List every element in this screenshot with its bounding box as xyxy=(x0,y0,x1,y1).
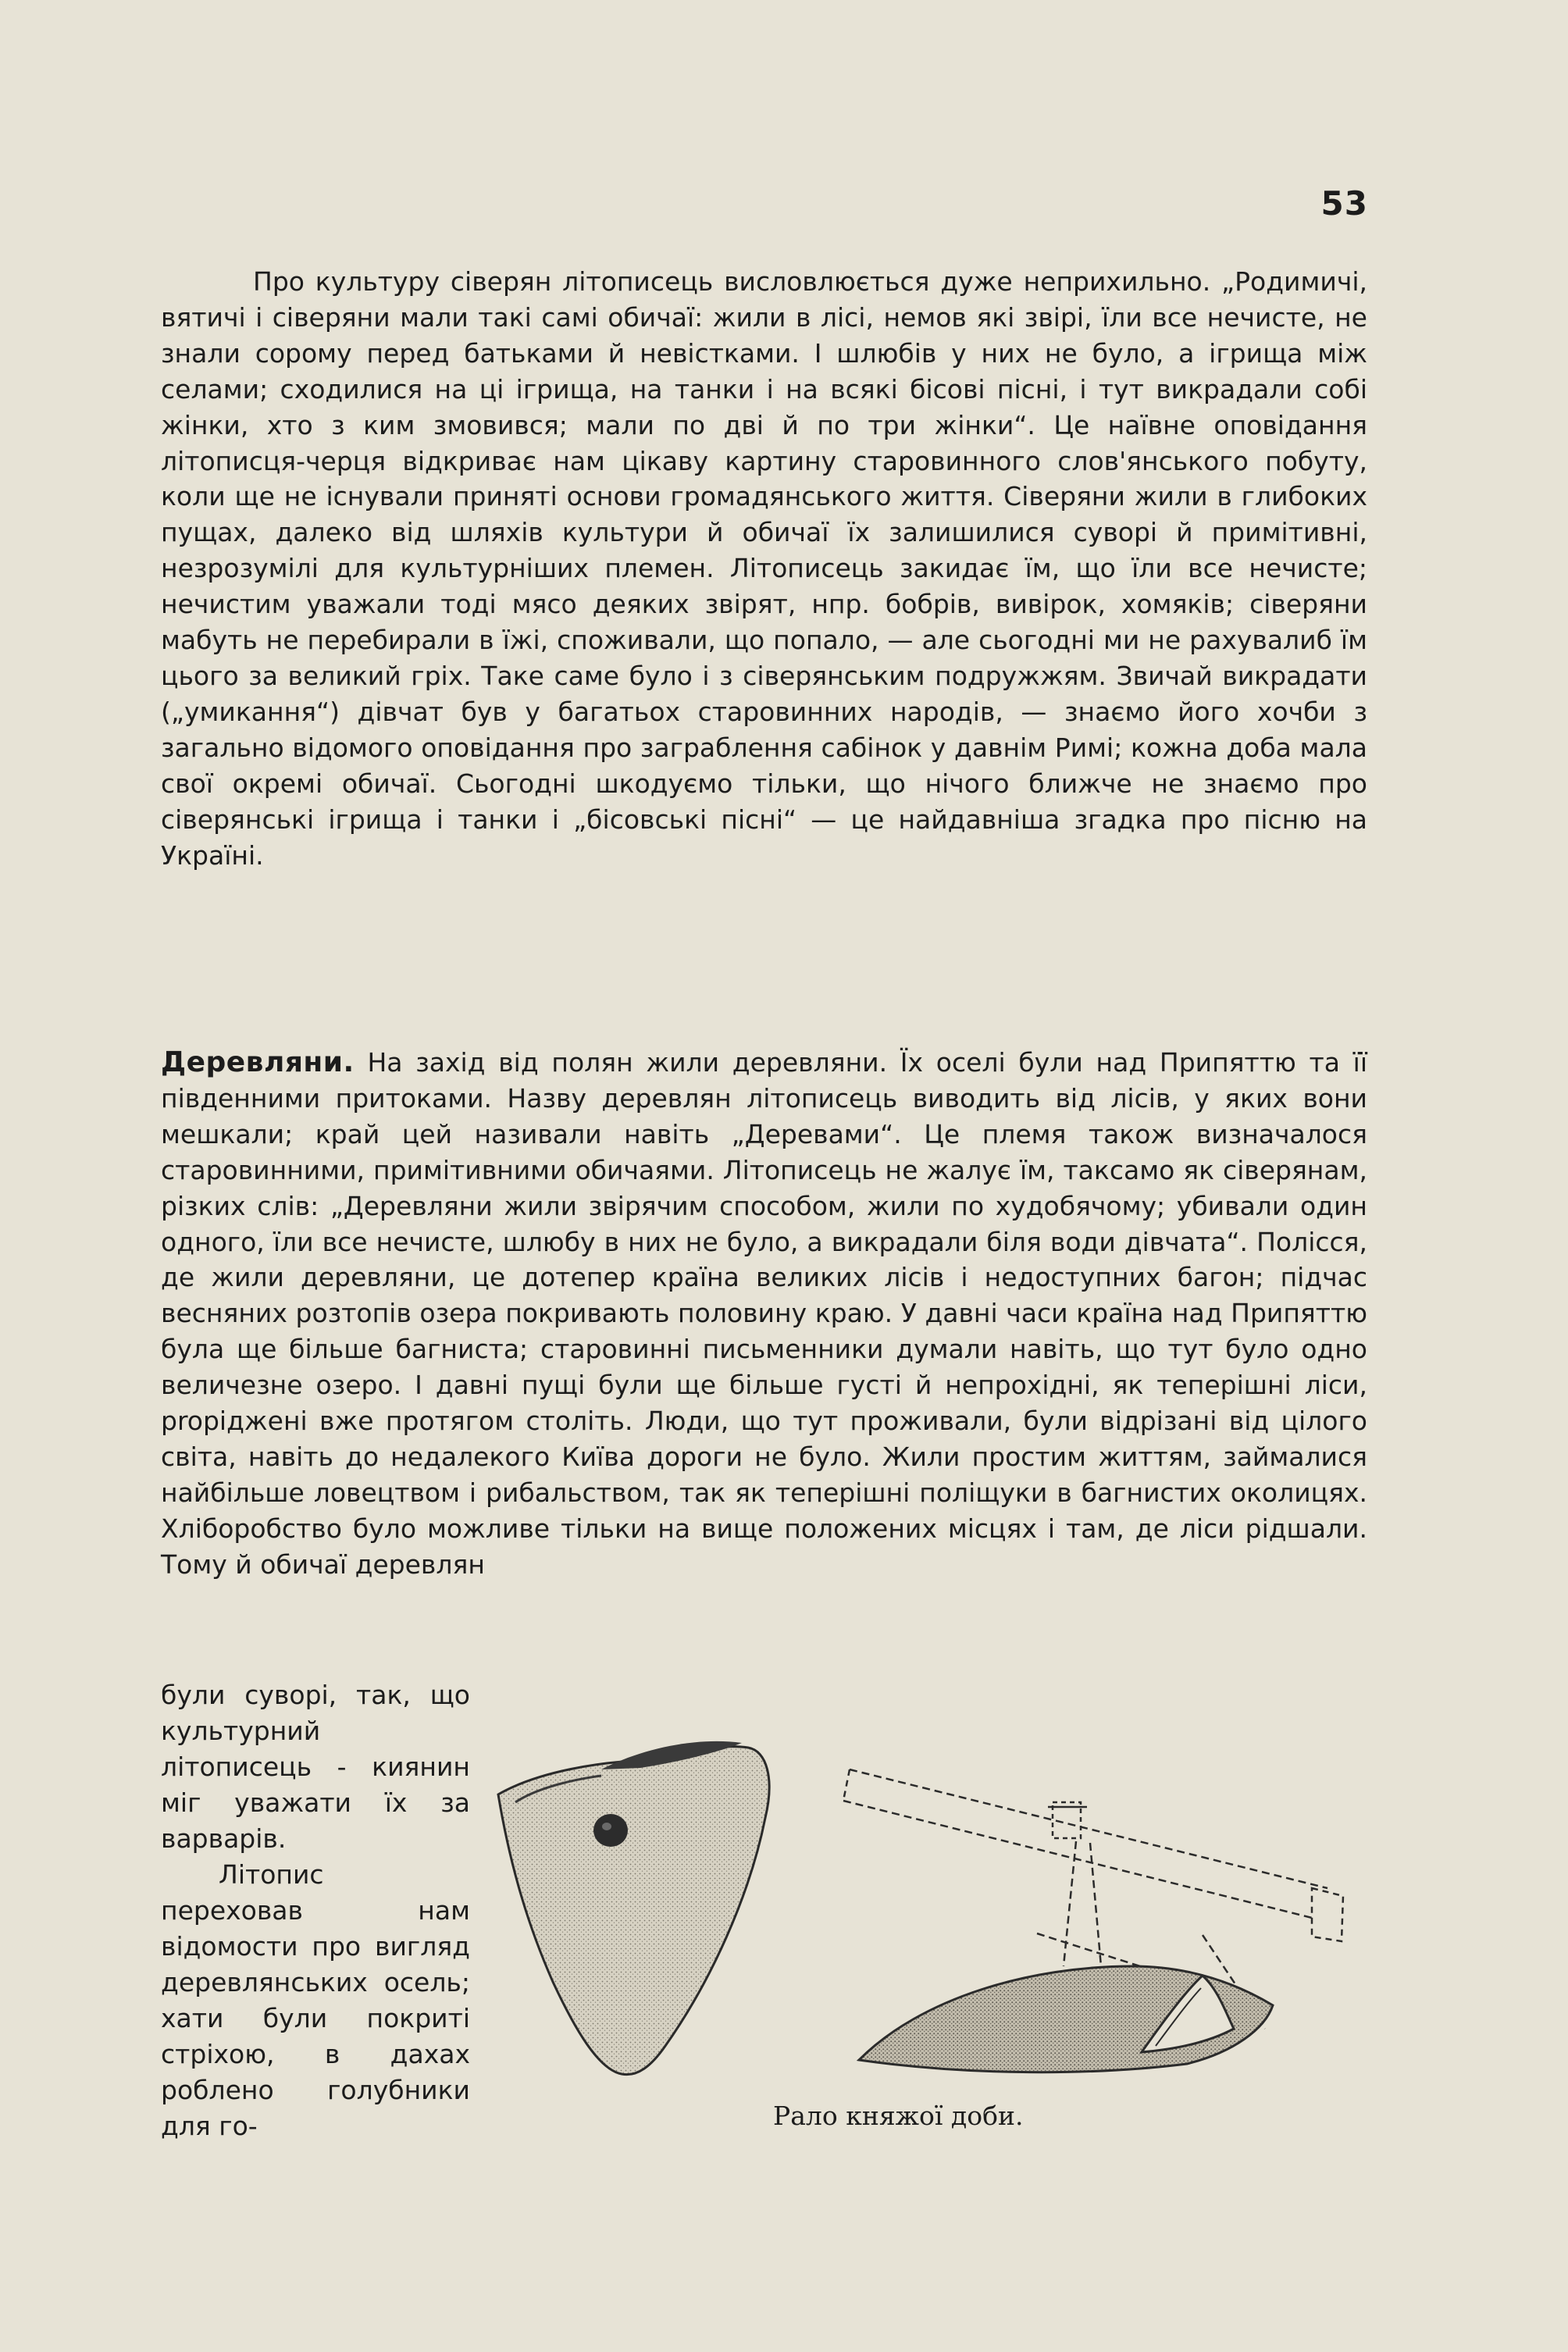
paragraph-siveriany xyxy=(161,264,1367,873)
paragraph-derevliany-text xyxy=(161,1045,1367,1583)
section-heading-derevliany: Деревляни. xyxy=(161,1046,355,1078)
page-number: 53 xyxy=(1320,184,1368,223)
plough-share-blade-drawing xyxy=(859,1966,1273,2072)
column-paragraph-2: Літопис переховав нам відомости про вигляд деревлянських осель; хати були покриті стріхою, в дахах роблено голубники для го- xyxy=(161,1859,470,2141)
plough-drawing xyxy=(484,1732,1374,2138)
figure-caption: Рало княжої доби. xyxy=(773,2101,1024,2131)
paragraph-derevliany xyxy=(161,1045,1367,1583)
paragraph-siveriany-text: Про культуру сіверян літописець висловлюється дуже неприхильно. „Родимичі, вятичі і сіверяни мали такі самі обичаї: жили в лісі, немов які звірі, їли все нечисте, не знали сорому перед батьками й невістками. І шлюбів у них не було, а ігрища між селами; сходилися на ці ігрища, на танки і на всякі бісові пісні, і тут викрадали собі жінки, хто з ким змовився; мали по дві й по три жінки“. Це наївне оповідання літописця-черця відкриває нам цікаву картину старовинного слов'янського побуту, коли ще не існували приняті основи громадянського життя. Сіверяни жили в глибоких пущах, далеко від шляхів культури й обичаї їх залишилися суворі й примітивні, незрозумілі для культурніших племен. Літописець закидає їм, що їли все нечисте; нечистим уважали тоді мясо деяких звірят, нпр. бобрів, вивірок, хомяків; сіверяни мабуть не перебирали в їжі, споживали, що попало, — але сьогодні ми не рахувалиб їм цього за великий гріх. Таке саме було і з сіверянським подружжям. Звичай викрадати („умикання“) дівчат був у багатьох старовинних народів, — знаємо його хочби з загально відомого оповідання про заграблення сабінок у давнім Римі; кожна доба мала свої окремі обичаї. Сьогодні шкодуємо тільки, що нічого ближче не знаємо про сіверянські ігрища і танки і „бісовські пісні“ — це найдавніша згадка про пісню на Україні. xyxy=(161,266,1367,871)
ploughshare-drawing xyxy=(498,1741,769,2075)
column-paragraph-1: були суворі, так, що культурний літописець - киянин міг уважати їх за варварів. xyxy=(161,1680,470,1854)
plough-illustration xyxy=(484,1732,1374,2138)
left-column-text xyxy=(161,1677,470,2144)
paragraph-derevliany-body: На захід від полян жили деревляни. Їх оселі були над Припяттю та її південними притоками. Назву деревлян літописець виводить від лісів, у яких вони мешкали; край цей називали навіть „Деревами“. Це племя також визначалося старовинними, примітивними обичаями. Літописець не жалує їм, таксамо як сіверянам, різких слів: „Деревляни жили звірячим способом, жили по худобячому; убивали один одного, їли все нечисте, шлюбу в них не було, а викрадали біля води дівчата“. Полісся, де жили деревляни, це дотепер країна великих лісів і недоступних багон; підчас весняних розтопів озера покривають половину краю. У давні часи країна над Припяттю була ще більше багниста; старовинні письменники думали навіть, що тут було одно величезне озеро. І давні пущі були ще більше густі й непрохідні, як теперішні ліси, proрідженi вже протягом століть. Люди, що тут проживали, були відрізані від цілого світа, навіть до недалекого Київа дороги не було. Жили простим життям, займалися найбільше ловецтвом і рибальством, так як теперішні поліщуки в багнистих околицях. Хліборобство було можливе тільки на вище положених місцях і там, де ліси рідшали. Тому й обичаї деревлян xyxy=(161,1047,1367,1580)
